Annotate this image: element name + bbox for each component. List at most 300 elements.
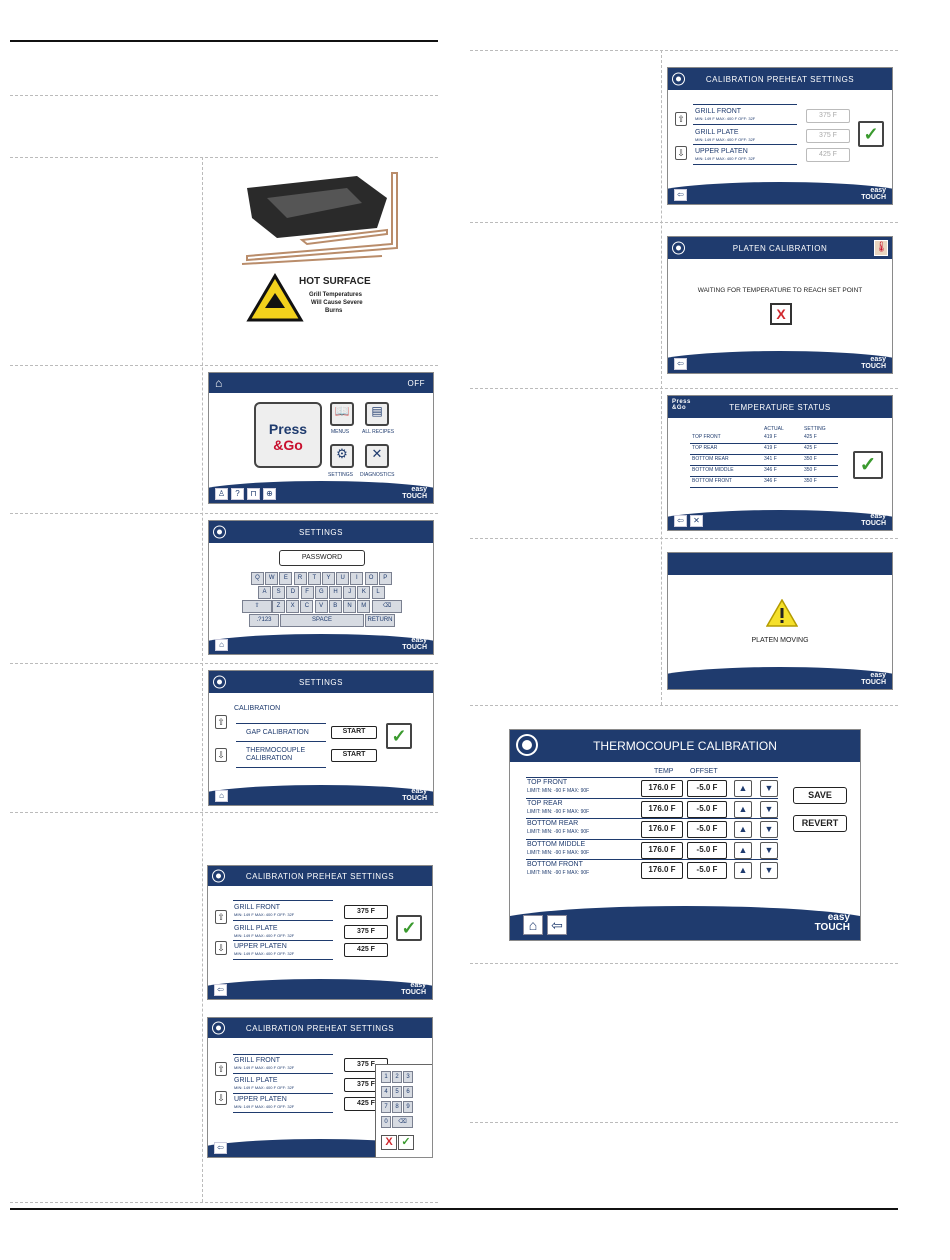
grill-plate-label [695,129,755,142]
status-setting: 350 F [804,467,817,473]
brand-easy: easy [410,982,426,989]
row-limit: MIN: 149 F MAX: 400 F OFF: 32F [695,137,756,142]
grill-front-label [234,904,294,917]
thermo-offset-value[interactable]: -5.0 F [687,801,727,818]
offset-down-arrow-icon[interactable]: ▼ [760,780,778,797]
platen-header [668,237,892,259]
divider [10,365,438,366]
grill-front-label [234,1057,294,1070]
upper-platen-label [234,943,294,956]
offset-down-arrow-icon[interactable]: ▼ [760,821,778,838]
thermo-offset-value[interactable]: -5.0 F [687,842,727,859]
key-x[interactable]: X [286,600,299,613]
key-s[interactable]: S [272,586,285,599]
key-l[interactable]: L [372,586,385,599]
status-actual: 341 F [764,456,777,462]
row-underline [236,741,326,742]
settings-tile[interactable] [330,444,354,468]
numeric-keypad [375,1064,433,1158]
divider [470,538,898,539]
press-go-line2: &Go [273,437,303,453]
grill-plate-value[interactable]: 375 F [344,1078,388,1092]
grill-plate-value: 375 F [806,129,850,143]
row-underline [526,859,778,860]
col-offset: OFFSET [690,768,718,775]
row-underline [233,1054,333,1055]
key-u[interactable]: U [336,572,349,585]
divider [470,222,898,223]
warning-triangle-icon [766,599,798,632]
key-t[interactable]: T [308,572,321,585]
row-name: UPPER PLATEN [234,1096,287,1103]
gear-icon [518,736,536,754]
logo-go: &Go [672,405,687,411]
brand-easy: easy [870,672,886,679]
hot-surface-warning-1: Grill Temperatures [309,292,362,298]
tools-icon[interactable]: ✕ [690,515,703,527]
row-limit: MIN: 149 F MAX: 400 F OFF: 32F [695,156,756,161]
easytouch-logo [861,187,886,201]
preheat-title: CALIBRATION PREHEAT SETTINGS [245,1023,395,1033]
key-e[interactable]: E [279,572,292,585]
status-name: BOTTOM REAR [692,456,729,462]
col-setting: SETTING [804,426,826,432]
brand-touch: TOUCH [861,194,886,201]
row-name: GRILL FRONT [695,108,742,115]
scroll-up-arrow[interactable]: ⇧ [215,715,227,729]
key-b[interactable]: B [329,600,342,613]
numbers-key[interactable]: .?123 [249,614,279,627]
globe-icon[interactable]: ⊕ [263,488,276,500]
keypad-backspace-key[interactable]: ⌫ [392,1116,413,1128]
gear-icon [213,1023,224,1034]
thermo-temp-value[interactable]: 176.0 F [641,821,683,838]
divider [470,705,898,706]
brand-touch: TOUCH [861,679,886,686]
keypad-cancel-button[interactable]: X [381,1135,397,1150]
status-actual: 346 F [764,467,777,473]
row-underline [690,443,838,444]
row-underline [693,164,797,165]
gear-icon [213,871,224,882]
footer-band [667,667,893,689]
keypad-key-9[interactable]: 9 [403,1101,413,1113]
gear-icon: ⚙ [336,446,348,461]
home-icon[interactable]: ⌂ [215,376,223,390]
keypad-key-1[interactable]: 1 [381,1071,391,1083]
save-button[interactable]: SAVE [793,787,847,804]
divider [10,157,438,158]
thermo-offset-value[interactable]: -5.0 F [687,862,727,879]
row-name: GRILL PLATE [695,129,739,136]
home-icon[interactable]: ⌂ [215,639,228,651]
status-setting: 350 F [804,478,817,484]
gap-start-button[interactable]: START [331,726,377,739]
settings-label: SETTINGS [328,472,354,478]
settings-header [209,671,433,693]
thermo-row [510,861,860,881]
back-arrow-icon[interactable]: ⇦ [214,1142,227,1154]
row-limit: MIN: 149 F MAX: 400 F OFF: 32F [234,1065,295,1070]
press-go-logo [672,399,691,411]
column-divider [661,50,662,705]
password-screen [208,520,434,655]
home-icon[interactable]: ⌂ [523,915,543,935]
offset-up-arrow-icon[interactable]: ▲ [734,842,752,859]
grill-plate-label [234,1077,294,1090]
grill-plate-label [234,925,294,938]
confirm-check-button[interactable]: ✓ [386,723,412,749]
divider [470,388,898,389]
easytouch-logo [402,788,427,802]
drip-tray-photo [237,168,407,326]
key-p[interactable]: P [379,572,392,585]
offset-up-arrow-icon[interactable]: ▲ [734,780,752,797]
waiting-message: WAITING FOR TEMPERATURE TO REACH SET POINT [697,287,863,294]
easytouch-logo [401,982,426,996]
offset-down-arrow-icon[interactable]: ▼ [760,801,778,818]
back-arrow-icon[interactable]: ⇦ [674,358,687,370]
gear-icon [673,74,684,85]
row-underline [690,487,838,488]
return-key[interactable]: RETURN [365,614,395,627]
footer-band [208,785,434,805]
status-name: TOP FRONT [692,434,721,440]
brand-touch: TOUCH [402,795,427,802]
thermocouple-calibration-label [246,747,305,763]
status-actual: 346 F [764,478,777,484]
tools-icon: ✕ [371,446,383,461]
thermo-title: THERMOCOUPLE CALIBRATION [593,739,777,753]
key-d[interactable]: D [286,586,299,599]
temperature-status-screen [667,395,893,531]
row-name: GRILL PLATE [234,1077,278,1084]
thermo-row-limit: LIMIT: MIN: -90 F MAX: 90F [527,788,590,794]
cancel-x-button[interactable]: X [770,303,792,325]
chef-icon[interactable]: ♙ [215,488,228,500]
grill-front-value: 375 F [806,109,850,123]
row-underline [233,1112,333,1113]
key-w[interactable]: W [265,572,278,585]
footer-band [207,979,433,999]
key-y[interactable]: Y [322,572,335,585]
platen-calibration-screen [667,236,893,374]
brand-easy: easy [870,356,886,363]
lock-icon[interactable]: ⊓ [247,488,260,500]
back-arrow-icon[interactable]: ⇦ [674,189,687,201]
platen-moving-screen [667,552,893,690]
thermo-temp-value[interactable]: 176.0 F [641,801,683,818]
row-underline [690,465,838,466]
brand-touch: TOUCH [814,922,850,933]
key-g[interactable]: G [315,586,328,599]
thermo-row-limit: LIMIT: MIN: -90 F MAX: 90F [527,829,590,835]
preheat-header [668,68,892,90]
row-name: GRILL FRONT [234,1057,281,1064]
row-name: GRILL FRONT [234,904,281,911]
row-underline [526,839,778,840]
key-r[interactable]: R [294,572,307,585]
row-name: UPPER PLATEN [234,943,287,950]
revert-button[interactable]: REVERT [793,815,847,832]
thermo-row-name: BOTTOM MIDDLE [527,840,586,848]
hot-surface-title: HOT SURFACE [299,276,371,287]
temp-status-header [668,396,892,418]
divider [470,1122,898,1123]
home-icon[interactable]: ⌂ [215,790,228,802]
row-underline [233,1073,333,1074]
home-screen [208,372,434,504]
warning-triangle-shape [766,599,798,627]
preheat-screen-keypad [207,1017,433,1158]
back-arrow-icon[interactable]: ⇦ [674,515,687,527]
thermo-header [510,730,860,762]
thermo-row-name: BOTTOM REAR [527,820,579,827]
easytouch-logo [861,672,886,686]
offset-down-arrow-icon[interactable]: ▼ [760,842,778,859]
thermometer-icon: 🌡 [874,240,888,256]
diagnostics-tile[interactable] [365,444,389,468]
book-icon: 📖 [334,404,350,418]
back-arrow-icon[interactable]: ⇦ [214,984,227,996]
preheat-title: CALIBRATION PREHEAT SETTINGS [245,871,395,881]
brand-touch: TOUCH [402,644,427,651]
platen-title: PLATEN CALIBRATION [732,243,828,253]
brand-easy: easy [411,486,427,493]
keypad-key-4[interactable]: 4 [381,1086,391,1098]
settings-title: SETTINGS [298,527,343,537]
keypad-key-5[interactable]: 5 [392,1086,402,1098]
settings-title: SETTINGS [298,677,343,687]
thermo-line2: CALIBRATION [246,755,293,762]
thermo-row [510,841,860,861]
key-k[interactable]: K [357,586,370,599]
col-actual: ACTUAL [764,426,784,432]
gap-calibration-label: GAP CALIBRATION [246,729,309,736]
temp-status-title: TEMPERATURE STATUS [729,402,831,412]
confirm-check-button[interactable]: ✓ [853,451,883,479]
thermo-start-button[interactable]: START [331,749,377,762]
scroll-up-arrow[interactable]: ⇧ [215,1062,227,1076]
key-a[interactable]: A [258,586,271,599]
calibration-settings-screen [208,670,434,806]
gear-icon [214,527,225,538]
status-name: BOTTOM FRONT [692,478,732,484]
scroll-down-arrow[interactable]: ⇩ [675,146,687,160]
platen-moving-message: PLATEN MOVING [751,637,809,644]
back-arrow-icon[interactable]: ⇦ [547,915,567,935]
thermo-row-limit: LIMIT: MIN: -90 F MAX: 90F [527,849,590,856]
hot-surface-warning-2: Will Cause Severe [311,300,363,306]
grill-front-value[interactable]: 375 F [344,905,388,919]
key-j[interactable]: J [343,586,356,599]
easytouch-logo [861,356,886,370]
brand-easy: easy [870,513,886,520]
keypad-key-0[interactable]: 0 [381,1116,391,1128]
preheat-screen-edit [207,865,433,1000]
easytouch-logo [861,513,886,527]
divider [470,963,898,964]
brand-touch: TOUCH [861,363,886,370]
row-limit: MIN: 149 F MAX: 400 F OFF: 32F [234,912,295,917]
row-underline [236,723,326,724]
offset-up-arrow-icon[interactable]: ▲ [734,862,752,879]
row-limit: MIN: 149 F MAX: 400 F OFF: 32F [234,1085,295,1090]
col-temp: TEMP [654,768,674,775]
footer-band [208,634,434,654]
row-underline [236,767,326,768]
easytouch-logo [815,913,850,933]
press-go-line1: Press [268,421,308,437]
row-underline [233,940,333,941]
key-f[interactable]: F [301,586,314,599]
thermocouple-calibration-screen [509,729,861,941]
scroll-up-arrow[interactable]: ⇧ [675,112,687,126]
calibration-heading: CALIBRATION [234,705,281,712]
thermo-row-name: TOP REAR [527,799,563,807]
row-underline [233,1093,333,1094]
thermo-line1: THERMOCOUPLE [246,747,306,754]
status-name: TOP REAR [692,445,718,451]
pages-icon: ▤ [371,404,383,418]
upper-platen-label [695,148,755,161]
offset-up-arrow-icon[interactable]: ▲ [734,821,752,838]
thermo-offset-value[interactable]: -5.0 F [687,821,727,838]
row-underline [233,959,333,960]
offset-down-arrow-icon[interactable]: ▼ [760,862,778,879]
gear-icon [214,677,225,688]
divider [10,663,438,664]
preheat-screen-readonly [667,67,893,205]
thermo-temp-value[interactable]: 176.0 F [641,862,683,879]
confirm-check-button[interactable]: ✓ [858,121,884,147]
row-underline [526,798,778,799]
brand-touch: TOUCH [401,989,426,996]
brand-easy: easy [411,788,427,795]
easytouch-logo [402,637,427,651]
key-i[interactable]: I [350,572,363,585]
thermo-row-name: TOP FRONT [527,779,568,786]
grill-plate-value[interactable]: 375 F [344,925,388,939]
status-name: BOTTOM MIDDLE [692,467,734,473]
password-field[interactable]: PASSWORD [279,550,365,566]
thermo-row-name: BOTTOM FRONT [527,861,583,868]
menus-label: MENUS [331,429,350,435]
help-icon[interactable]: ? [231,488,244,500]
key-n[interactable]: N [343,600,356,613]
divider [10,95,438,96]
keypad-key-8[interactable]: 8 [392,1101,402,1113]
column-divider [202,157,203,1202]
row-underline [693,104,797,105]
backspace-key[interactable]: ⌫ [372,600,402,613]
brand-touch: TOUCH [861,520,886,527]
space-key[interactable]: SPACE [280,614,364,627]
diagnostics-label: DIAGNOSTICS [360,472,395,478]
all-recipes-tile[interactable] [365,402,389,426]
keypad-confirm-button[interactable]: ✓ [398,1135,414,1150]
row-name: UPPER PLATEN [695,148,748,155]
brand-easy: easy [411,637,427,644]
offset-up-arrow-icon[interactable]: ▲ [734,801,752,818]
preheat-title: CALIBRATION PREHEAT SETTINGS [705,74,855,84]
grill-front-value[interactable]: 375 F [344,1058,388,1072]
key-m[interactable]: M [357,600,370,613]
thermo-row-limit: LIMIT: MIN: -90 F MAX: 90F [527,808,590,815]
shift-key[interactable]: ⇧ [242,600,272,613]
divider [10,1202,438,1203]
blank-header [668,553,892,575]
divider [470,50,898,51]
bottom-rule [10,1208,898,1210]
divider [10,513,438,514]
thermo-row-limit: LIMIT: MIN: -90 F MAX: 90F [527,870,590,876]
key-o[interactable]: O [365,572,378,585]
row-underline [693,124,797,125]
row-limit: MIN: 149 F MAX: 400 F OFF: 32F [234,1104,295,1109]
preheat-header [208,866,432,886]
thermo-temp-value[interactable]: 176.0 F [641,780,683,797]
upper-platen-value: 425 F [806,148,850,162]
row-underline [693,144,797,145]
keypad-key-6[interactable]: 6 [403,1086,413,1098]
status-setting: 350 F [804,456,817,462]
key-h[interactable]: H [329,586,342,599]
home-header [209,373,433,393]
key-q[interactable]: Q [251,572,264,585]
row-underline [526,777,778,778]
upper-platen-value[interactable]: 425 F [344,943,388,957]
top-rule [10,40,438,42]
footer-band [667,182,893,204]
keypad-key-3[interactable]: 3 [403,1071,413,1083]
scroll-down-arrow[interactable]: ⇩ [215,1091,227,1105]
brand-touch: TOUCH [402,493,427,500]
scroll-down-arrow[interactable]: ⇩ [215,941,227,955]
all-recipes-label: ALL RECIPES [362,429,395,435]
key-z[interactable]: Z [272,600,285,613]
settings-header [209,521,433,543]
scroll-up-arrow[interactable]: ⇧ [215,910,227,924]
preheat-header [208,1018,432,1038]
logo-press: Press [672,399,691,405]
power-status: OFF [407,378,425,388]
key-c[interactable]: C [300,600,313,613]
thermo-offset-value[interactable]: -5.0 F [687,780,727,797]
row-limit: MIN: 149 F MAX: 400 F OFF: 32F [234,951,295,956]
status-actual: 419 F [764,434,777,440]
row-underline [233,900,333,901]
thermo-temp-value[interactable]: 176.0 F [641,842,683,859]
row-underline [690,454,838,455]
menus-tile[interactable] [330,402,354,426]
row-underline [690,476,838,477]
row-limit: MIN: 149 F MAX: 400 F OFF: 32F [234,933,295,938]
easytouch-logo [402,486,427,500]
status-setting: 425 F [804,445,817,451]
hot-surface-warning-3: Burns [325,308,343,314]
key-v[interactable]: V [315,600,328,613]
scroll-down-arrow[interactable]: ⇩ [215,748,227,762]
upper-platen-value[interactable]: 425 F [344,1097,388,1111]
confirm-check-button[interactable]: ✓ [396,915,422,941]
row-underline [526,818,778,819]
press-go-button[interactable] [254,402,322,468]
row-limit: MIN: 149 F MAX: 400 F OFF: 32F [695,116,756,121]
keypad-key-2[interactable]: 2 [392,1071,402,1083]
status-actual: 419 F [764,445,777,451]
keypad-key-7[interactable]: 7 [381,1101,391,1113]
